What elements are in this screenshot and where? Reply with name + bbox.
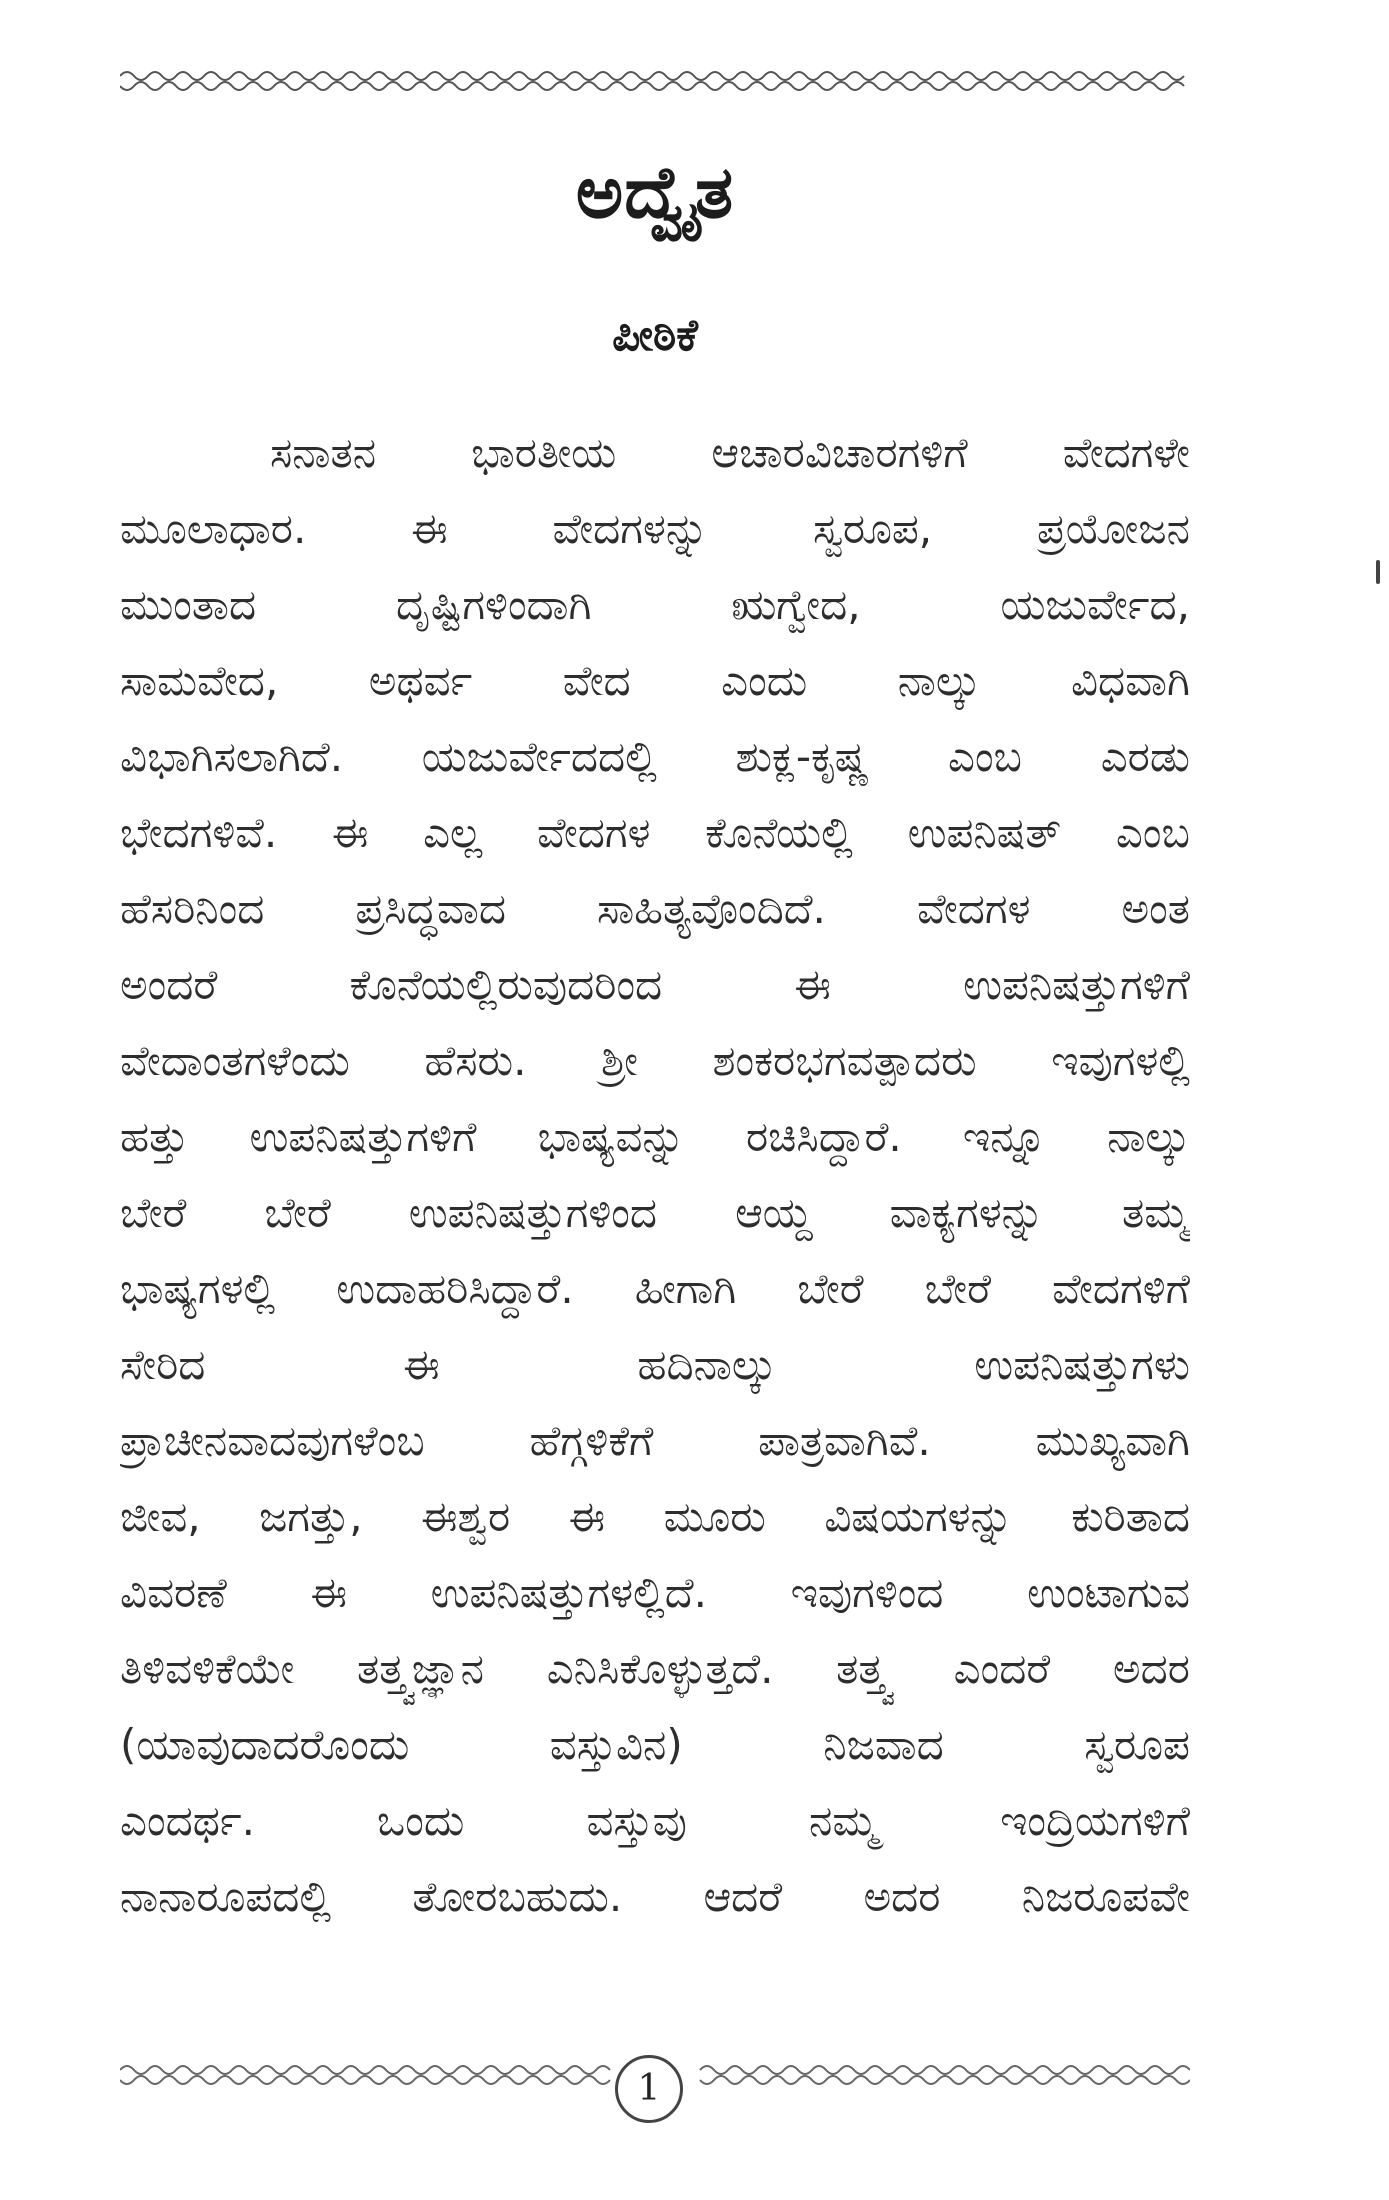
word: ಉದಾಹರಿಸಿದ್ದಾರೆ. bbox=[336, 1264, 574, 1313]
word: ಆದರೆ bbox=[703, 1872, 783, 1921]
word: ಉಪನಿಷತ್ತುಗಳು bbox=[974, 1340, 1190, 1389]
word: ಯಜುರ್ವೇದದಲ್ಲಿ bbox=[421, 732, 657, 781]
word: ವಸ್ತುವಿನ) bbox=[549, 1720, 683, 1769]
text-line bbox=[120, 1327, 1190, 1403]
text-line bbox=[120, 1403, 1190, 1479]
word: ವಸ್ತುವು bbox=[586, 1796, 687, 1845]
text-line bbox=[120, 947, 1190, 1023]
word: ಅದರ bbox=[1112, 1644, 1190, 1693]
text-line bbox=[120, 1859, 1190, 1935]
text-line bbox=[120, 1099, 1190, 1175]
word: ಆಯ್ದ bbox=[735, 1188, 812, 1237]
word: ಅದರ bbox=[863, 1872, 941, 1921]
word: ಎಂದರೆ bbox=[953, 1644, 1051, 1693]
word: ಪ್ರಸಿದ್ಧವಾದ bbox=[355, 884, 506, 933]
word: ಈ bbox=[310, 1568, 347, 1617]
word: ನಾಲ್ಕು bbox=[897, 656, 981, 705]
word: ವೇದಾಂತಗಳೆಂದು bbox=[120, 1036, 350, 1085]
word: ಭೇದಗಳಿವೆ. bbox=[120, 808, 278, 857]
word: ಶ್ರೀ bbox=[600, 1036, 638, 1085]
word: ಅಥರ್ವ bbox=[368, 656, 473, 705]
word: ವೇದಗಳ bbox=[916, 884, 1031, 933]
word: ಕೊನೆಯಲ್ಲಿ bbox=[705, 808, 853, 857]
word: ಇವುಗಳಲ್ಲಿ bbox=[1051, 1036, 1190, 1085]
word: ತಮ್ಮ bbox=[1122, 1188, 1190, 1237]
text-line bbox=[120, 795, 1190, 871]
word: ಎರಡು bbox=[1100, 732, 1190, 781]
word: ವಿಷಯಗಳನ್ನು bbox=[824, 1492, 1013, 1541]
text-line bbox=[120, 415, 1190, 491]
word: ಶುಕ್ಲ-ಕೃಷ್ಣ bbox=[735, 732, 870, 781]
word: ಎಂದು bbox=[721, 656, 808, 705]
word: ಅಂದರೆ bbox=[120, 960, 218, 1009]
word: ಎಂಬ bbox=[1115, 808, 1190, 857]
word: ಕುರಿತಾದ bbox=[1071, 1492, 1190, 1541]
word: ವೇದಗಳೇ bbox=[1062, 428, 1190, 477]
word: ವೇದಗಳಿಗೆ bbox=[1052, 1264, 1190, 1313]
word: ಉಂಟಾಗುವ bbox=[1027, 1568, 1190, 1617]
section-heading: ಪೀಠಿಕೆ bbox=[612, 310, 698, 361]
word: ಜಗತ್ತು, bbox=[259, 1492, 363, 1541]
word: ಹೀಗಾಗಿ bbox=[634, 1264, 737, 1313]
text-line bbox=[120, 1175, 1190, 1251]
word: ವಿಭಾಗಿಸಲಾಗಿದೆ. bbox=[120, 732, 344, 781]
word: ಒಂದು bbox=[377, 1796, 465, 1845]
page-mark bbox=[1376, 560, 1380, 584]
word: ವಾಕ್ಯಗಳನ್ನು bbox=[889, 1188, 1045, 1237]
word: (ಯಾವುದಾದರೊಂದು bbox=[120, 1720, 410, 1769]
word: ಈಶ್ವರ bbox=[421, 1492, 511, 1541]
word: ವೇದಗಳ bbox=[536, 808, 651, 857]
word: ತಿಳಿವಳಿಕೆಯೇ bbox=[120, 1644, 295, 1693]
word: ಶಂಕರಭಗವತ್ಪಾದರು bbox=[712, 1036, 977, 1085]
word: ಋಗ್ವೇದ, bbox=[731, 580, 861, 629]
word: ನಾಲ್ಕು bbox=[1107, 1112, 1190, 1161]
word: ವಿವರಣೆ bbox=[120, 1568, 227, 1617]
word: ಇನ್ನೂ bbox=[962, 1112, 1047, 1161]
word: ಮುಂತಾದ bbox=[120, 580, 257, 629]
word: ಎಂಬ bbox=[947, 732, 1022, 781]
text-line bbox=[120, 643, 1190, 719]
word: ಮೂಲಾಧಾರ. bbox=[120, 504, 307, 553]
word: ಈ bbox=[331, 808, 369, 857]
word: ಸಾಮವೇದ, bbox=[120, 656, 279, 705]
word: ಸಾಹಿತ್ಯವೊಂದಿದೆ. bbox=[597, 884, 826, 933]
text-line bbox=[120, 1479, 1190, 1555]
word: ಮುಖ್ಯವಾಗಿ bbox=[1035, 1416, 1190, 1465]
word: ಉಪನಿಷತ್ತುಗಳಿಗೆ bbox=[249, 1112, 477, 1161]
word: ಸ್ವರೂಪ bbox=[1084, 1720, 1190, 1769]
word: ನಿಜವಾದ bbox=[823, 1720, 944, 1769]
word: ಸ್ವರೂಪ, bbox=[813, 504, 933, 553]
word: ಆಚಾರವಿಚಾರಗಳಿಗೆ bbox=[711, 428, 968, 477]
word: ವಿಧವಾಗಿ bbox=[1070, 656, 1190, 705]
word: ಪಾತ್ರವಾಗಿವೆ. bbox=[758, 1416, 931, 1465]
word: ನಮ್ಮ bbox=[809, 1796, 879, 1845]
text-line bbox=[120, 1631, 1190, 1707]
word: ಉಪನಿಷತ್ತುಗಳಲ್ಲಿದೆ. bbox=[430, 1568, 707, 1617]
word: ಈ bbox=[411, 504, 448, 553]
word: ಹೆಗ್ಗಳಿಕೆಗೆ bbox=[529, 1416, 654, 1465]
word: ಹೆಸರಿನಿಂದ bbox=[120, 884, 265, 933]
text-line bbox=[120, 1707, 1190, 1783]
text-line bbox=[120, 1251, 1190, 1327]
word: ನಿಜರೂಪವೇ bbox=[1021, 1872, 1190, 1921]
word: ಬೇರೆ bbox=[797, 1264, 864, 1313]
word: ಬೇರೆ bbox=[924, 1264, 992, 1313]
word: ಹತ್ತು bbox=[120, 1112, 189, 1161]
text-line bbox=[120, 491, 1190, 567]
word: ಹದಿನಾಲ್ಕು bbox=[637, 1340, 777, 1389]
word: ಎಂದರ್ಥ. bbox=[120, 1796, 255, 1845]
word: ಮೂರು bbox=[663, 1492, 766, 1541]
word: ಅಂತ bbox=[1121, 884, 1190, 933]
word: ಇಂದ್ರಿಯಗಳಿಗೆ bbox=[1000, 1796, 1190, 1845]
word: ಕೊನೆಯಲ್ಲಿರುವುದರಿಂದ bbox=[349, 960, 663, 1009]
word: ಪ್ರಯೋಜನ bbox=[1036, 504, 1190, 553]
word: ಬೇರೆ bbox=[264, 1188, 331, 1237]
word: ಸೇರಿದ bbox=[120, 1340, 206, 1389]
text-line bbox=[120, 567, 1190, 643]
word: ಯಜುರ್ವೇದ, bbox=[1000, 580, 1190, 629]
word: ವೇದಗಳನ್ನು bbox=[552, 504, 709, 553]
decorative-border-top bbox=[120, 62, 1190, 102]
word: ಎಲ್ಲ bbox=[423, 808, 483, 857]
word: ಬೇರೆ bbox=[120, 1188, 187, 1237]
word: ಈ bbox=[568, 1492, 606, 1541]
word: ಭಾರತೀಯ bbox=[471, 428, 617, 477]
text-line bbox=[120, 1023, 1190, 1099]
word: ತತ್ತ್ವಜ್ಞಾನ bbox=[357, 1644, 485, 1693]
word: ರಚಿಸಿದ್ದಾರೆ. bbox=[745, 1112, 902, 1161]
word: ಸನಾತನ bbox=[270, 428, 377, 477]
word: ಜೀವ, bbox=[120, 1492, 201, 1541]
word: ಉಪನಿಷತ್ತುಗಳಿಗೆ bbox=[963, 960, 1190, 1009]
word: ಇವುಗಳಿಂದ bbox=[790, 1568, 944, 1617]
word: ಪ್ರಾಚೀನವಾದವುಗಳೆಂಬ bbox=[120, 1416, 425, 1465]
word: ತೋರಬಹುದು. bbox=[412, 1872, 623, 1921]
word: ಈ bbox=[794, 960, 831, 1009]
word: ಹೆಸರು. bbox=[424, 1036, 527, 1085]
body-paragraph bbox=[120, 415, 1190, 1935]
word: ಭಾಷ್ಯವನ್ನು bbox=[537, 1112, 685, 1161]
word: ಉಪನಿಷತ್ bbox=[907, 808, 1062, 857]
word: ಎನಿಸಿಕೊಳ್ಳುತ್ತದೆ. bbox=[546, 1644, 774, 1693]
word: ನಾನಾರೂಪದಲ್ಲಿ bbox=[120, 1872, 332, 1921]
word: ಉಪನಿಷತ್ತುಗಳಿಂದ bbox=[408, 1188, 658, 1237]
word: ದೃಷ್ಟಿಗಳಿಂದಾಗಿ bbox=[396, 580, 592, 629]
word: ವೇದ bbox=[562, 656, 631, 705]
text-line bbox=[120, 719, 1190, 795]
page-title: ಅದ್ವೈತ bbox=[575, 150, 735, 234]
page-number: 1 bbox=[615, 2055, 683, 2123]
text-line bbox=[120, 1783, 1190, 1859]
word: ತತ್ತ್ವ bbox=[836, 1644, 891, 1693]
word: ಭಾಷ್ಯಗಳಲ್ಲಿ bbox=[120, 1264, 276, 1313]
text-line bbox=[120, 1555, 1190, 1631]
word: ಈ bbox=[403, 1340, 440, 1389]
text-line bbox=[120, 871, 1190, 947]
